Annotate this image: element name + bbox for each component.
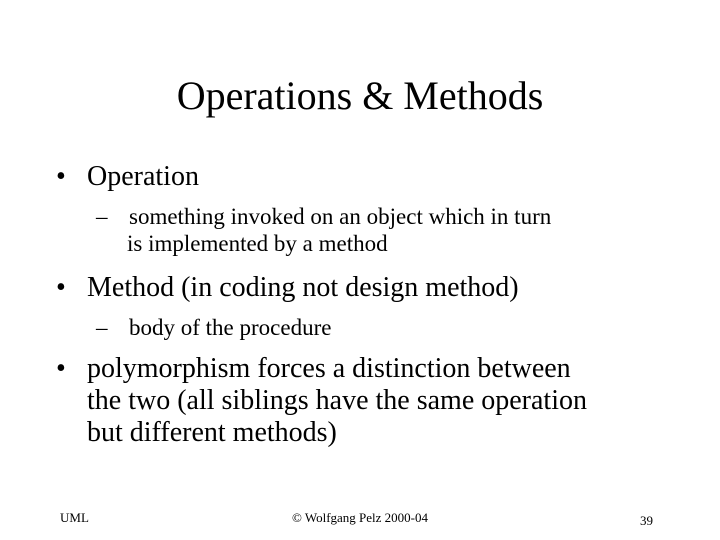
sub-bullet-marker: – [96,204,108,229]
bullet-polymorphism [56,353,587,449]
sub-bullet-line: something invoked on an object which in turn [129,204,552,229]
sub-bullet-operation-definition [96,203,551,257]
sub-bullet-line: is implemented by a method [127,231,388,256]
footer-copyright: © Wolfgang Pelz 2000-04 [291,510,429,525]
sub-bullet-marker: – [96,315,108,340]
bullet-text [87,353,587,449]
bullet-marker: • [56,353,66,384]
slide-title: Operations & Methods [176,73,544,118]
sub-bullet-line: body of the procedure [129,315,332,340]
bullet-line: but different methods) [87,417,337,448]
bullet-marker: • [56,272,66,303]
sub-bullet-text [129,314,331,341]
bullet-operation [56,161,199,193]
sub-bullet-method-definition [96,314,331,341]
bullet-line: Method (in coding not design method) [87,272,519,303]
bullet-method [56,272,519,304]
bullet-marker: • [56,161,66,192]
bullet-line: polymorphism forces a distinction between [87,353,571,384]
footer-course-label: UML [60,510,89,525]
bullet-text [87,161,199,193]
bullet-line: Operation [87,161,199,192]
bullet-text [87,272,519,304]
page-number: 39 [640,513,653,528]
sub-bullet-text [129,203,551,257]
bullet-line: the two (all siblings have the same operation [87,385,587,416]
